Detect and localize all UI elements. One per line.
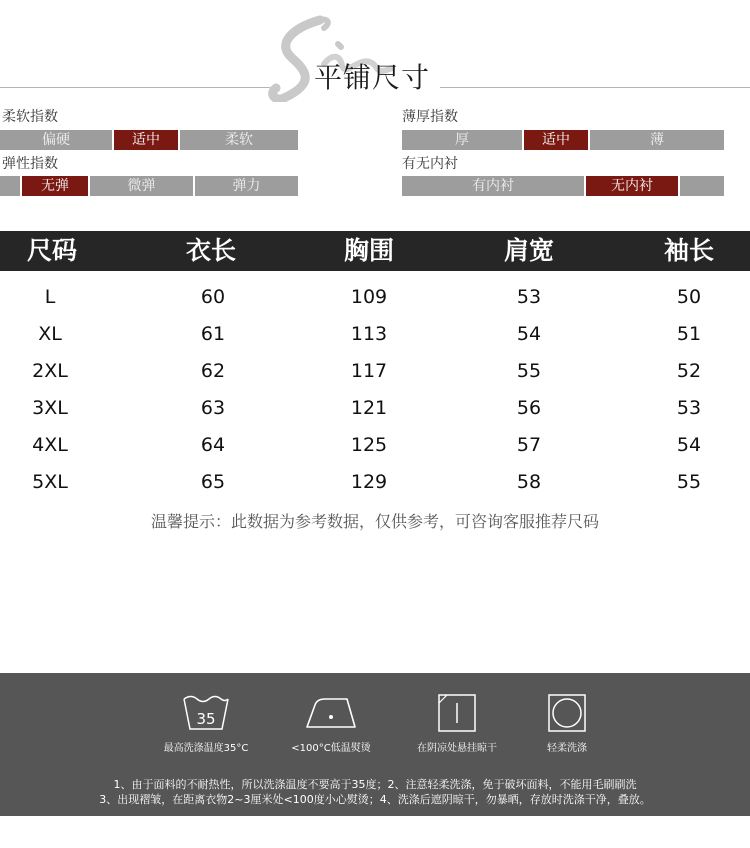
softness-option-soft: 柔软 (180, 130, 298, 150)
cell-chest: 129 (350, 471, 388, 493)
care-label-dry: 在阴凉处悬挂晾干 (417, 743, 497, 754)
header-rule-right (440, 87, 750, 88)
cell-sleeve: 55 (676, 471, 702, 493)
thickness-option-medium: 适中 (524, 130, 588, 150)
care-item-gentle (502, 693, 632, 754)
cell-shoulder: 56 (516, 397, 542, 419)
cell-sleeve: 53 (676, 397, 702, 419)
cell-chest: 113 (350, 323, 388, 345)
cell-chest: 109 (350, 286, 388, 308)
cell-length: 65 (200, 471, 226, 493)
iron-low-icon (303, 693, 359, 733)
thickness-label: 薄厚指数 (402, 109, 458, 125)
table-row (0, 390, 750, 427)
cell-chest: 125 (350, 434, 388, 456)
elasticity-scale (0, 176, 298, 196)
col-header-sleeve: 袖长 (663, 236, 715, 265)
elasticity-option-stretch: 弹力 (195, 176, 298, 196)
col-header-size: 尺码 (26, 236, 78, 265)
elasticity-option-none: 无弹 (22, 176, 88, 196)
cell-shoulder: 57 (516, 434, 542, 456)
care-label-iron: <100°C低温熨烫 (291, 743, 371, 754)
softness-option-medium: 适中 (114, 130, 178, 150)
thickness-option-thin: 薄 (590, 130, 724, 150)
cell-shoulder: 55 (516, 360, 542, 382)
elasticity-option-slight: 微弹 (90, 176, 193, 196)
lining-option-without: 无内衬 (586, 176, 678, 196)
cell-length: 61 (200, 323, 226, 345)
shade-line-dry-icon (437, 693, 477, 733)
cell-sleeve: 51 (676, 323, 702, 345)
cell-size: 4XL (32, 434, 68, 456)
cell-size: 2XL (32, 360, 68, 382)
lining-option-with: 有内衬 (402, 176, 584, 196)
cell-length: 62 (200, 360, 226, 382)
care-item-wash (141, 693, 271, 754)
col-header-chest: 胸围 (343, 236, 395, 265)
care-note-2: 3、出现褶皱，在距离衣物2~3厘米处<100度小心熨烫；4、洗涤后遮阴晾干，勿暴晒，存放时洗涤干净，叠放。 (99, 793, 651, 806)
cell-shoulder: 54 (516, 323, 542, 345)
softness-label: 柔软指数 (2, 109, 58, 125)
header-rule-left (0, 87, 270, 88)
thickness-scale (402, 130, 724, 150)
softness-scale (0, 130, 298, 150)
cell-shoulder: 53 (516, 286, 542, 308)
cell-length: 60 (200, 286, 226, 308)
scale-lead-block (0, 176, 20, 196)
softness-option-hard: 偏硬 (0, 130, 112, 150)
care-instructions-panel (0, 673, 750, 816)
thickness-option-thick: 厚 (402, 130, 522, 150)
size-tip: 温馨提示：此数据为参考数据，仅供参考，可咨询客服推荐尺码 (150, 512, 599, 531)
care-label-wash: 最高洗涤温度35°C (163, 743, 249, 754)
elasticity-label: 弹性指数 (2, 156, 58, 172)
care-item-iron (266, 693, 396, 754)
cell-chest: 117 (350, 360, 388, 382)
wash-temp-number: 35 (196, 710, 216, 728)
cell-length: 63 (200, 397, 226, 419)
cell-sleeve: 54 (676, 434, 702, 456)
lining-label: 有无内衬 (402, 156, 458, 172)
gentle-dryclean-icon (547, 693, 587, 733)
cell-sleeve: 50 (676, 286, 702, 308)
cell-size: L (44, 286, 56, 308)
table-row (0, 464, 750, 501)
wash-35-icon (181, 693, 231, 733)
cell-chest: 121 (350, 397, 388, 419)
cell-sleeve: 52 (676, 360, 702, 382)
cell-shoulder: 58 (516, 471, 542, 493)
col-header-shoulder: 肩宽 (503, 236, 555, 265)
care-note-1: 1、由于面料的不耐热性，所以洗涤温度不要高于35度；2、注意轻柔洗涤，免于破坏面料，不能用毛刷刷洗 (113, 778, 637, 791)
table-row (0, 427, 750, 464)
page-title: 平铺尺寸 (314, 61, 431, 94)
size-table-header (0, 231, 750, 271)
cell-length: 64 (200, 434, 226, 456)
care-label-gentle: 轻柔洗涤 (547, 743, 587, 754)
table-row (0, 316, 750, 353)
table-row (0, 279, 750, 316)
scale-tail-block (680, 176, 724, 196)
lining-scale (402, 176, 724, 196)
cell-size: 5XL (32, 471, 68, 493)
col-header-length: 衣长 (185, 236, 237, 265)
table-row (0, 353, 750, 390)
cell-size: XL (38, 323, 62, 345)
cell-size: 3XL (32, 397, 68, 419)
